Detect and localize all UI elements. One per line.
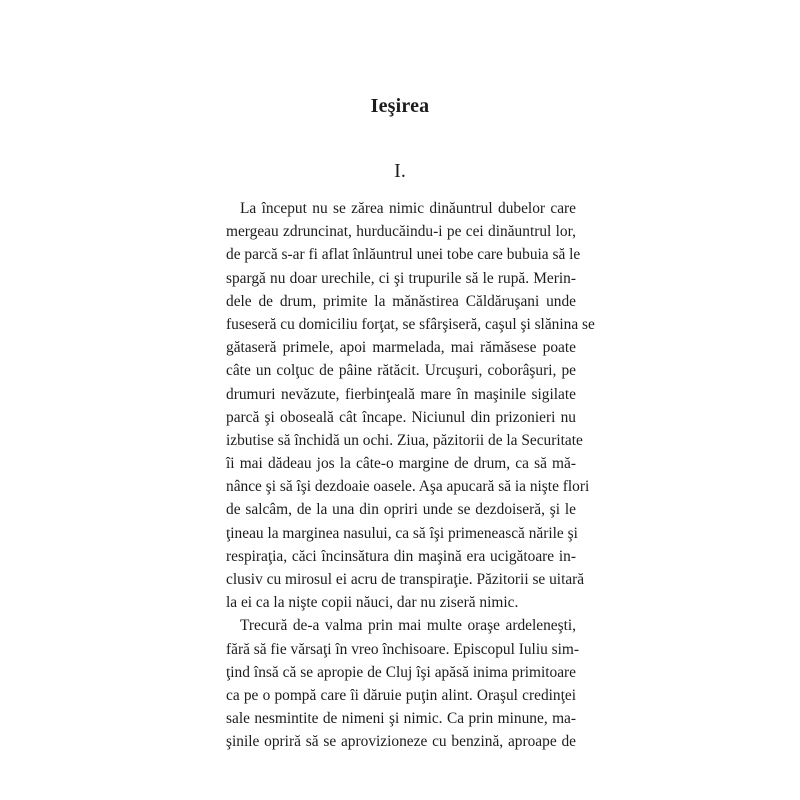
text-line: fără să fie vărsaţi în vreo închisoare. Episcopul Iuliu sim- <box>226 640 580 658</box>
text-line: sale nesmintite de nimeni şi nimic. Ca prin minune, ma- <box>226 710 576 728</box>
paragraph-1 <box>226 197 595 614</box>
text-line: de parcă s-ar fi aflat înlăuntrul unei tobe care bubuia să le <box>226 246 581 264</box>
text-line: nânce şi să îşi dezdoaie oasele. Aşa apucară să ia nişte flori <box>226 478 590 496</box>
text-line: respiraţia, căci încinsătura din maşină era ucigătoare in- <box>226 547 576 565</box>
body-text <box>226 197 595 754</box>
section-number: I. <box>394 160 406 182</box>
text-line: şinile opriră să se aprovizioneze cu benzină, aproape de <box>226 733 576 751</box>
text-line: la ei ca la nişte copii năuci, dar nu ziseră nimic. <box>226 594 519 612</box>
text-line: drumuri nevăzute, fierbinţeală mare în maşinile sigilate <box>226 385 576 403</box>
text-line: spargă nu doar urechile, ci şi trupurile să le rupă. Merin- <box>226 269 576 287</box>
text-line: ca pe o pompă care îi dăruie puţin alint. Oraşul credinţei <box>226 686 576 704</box>
text-line: de salcâm, de la una din opriri unde se dezdoiseră, şi le <box>226 501 576 519</box>
text-line: Trecură de-a valma prin mai multe oraşe ardeleneşti, <box>240 617 576 635</box>
paragraph-2 <box>226 614 580 753</box>
text-line: mergeau zdruncinat, hurducăindu-i pe cei dinăuntrul lor, <box>226 223 576 241</box>
text-line: îi mai dădeau jos la câte-o margine de drum, ca să mă- <box>226 455 576 473</box>
text-line: clusiv cu mirosul ei acru de transpiraţie. Păzitorii se uitară <box>226 571 585 588</box>
text-line: La început nu se zărea nimic dinăuntrul dubelor care <box>240 200 576 217</box>
text-line: gătaseră primele, apoi marmelada, mai rămăsese poate <box>226 339 576 357</box>
text-line: fuseseră cu domiciliu forţat, se sfârşiseră, caşul şi slănina se <box>226 315 595 333</box>
text-line: parcă şi oboseală cât încape. Niciunul din prizonieri nu <box>226 408 576 426</box>
text-line: câte un colţuc de pâine rătăcit. Urcuşuri, coborâşuri, pe <box>226 362 576 380</box>
text-line: izbutise să închidă un ochi. Ziua, păzitorii de la Securitate <box>226 431 583 449</box>
chapter-title: Ieşirea <box>370 95 430 117</box>
text-line: ţind însă că se apropie de Cluj îşi apăsă inima primitoare <box>226 663 576 681</box>
text-line: dele de drum, primite la mănăstirea Căldăruşani unde <box>226 292 576 310</box>
text-line: ţineau la marginea nasului, ca să îşi primenească nările şi <box>226 524 578 542</box>
